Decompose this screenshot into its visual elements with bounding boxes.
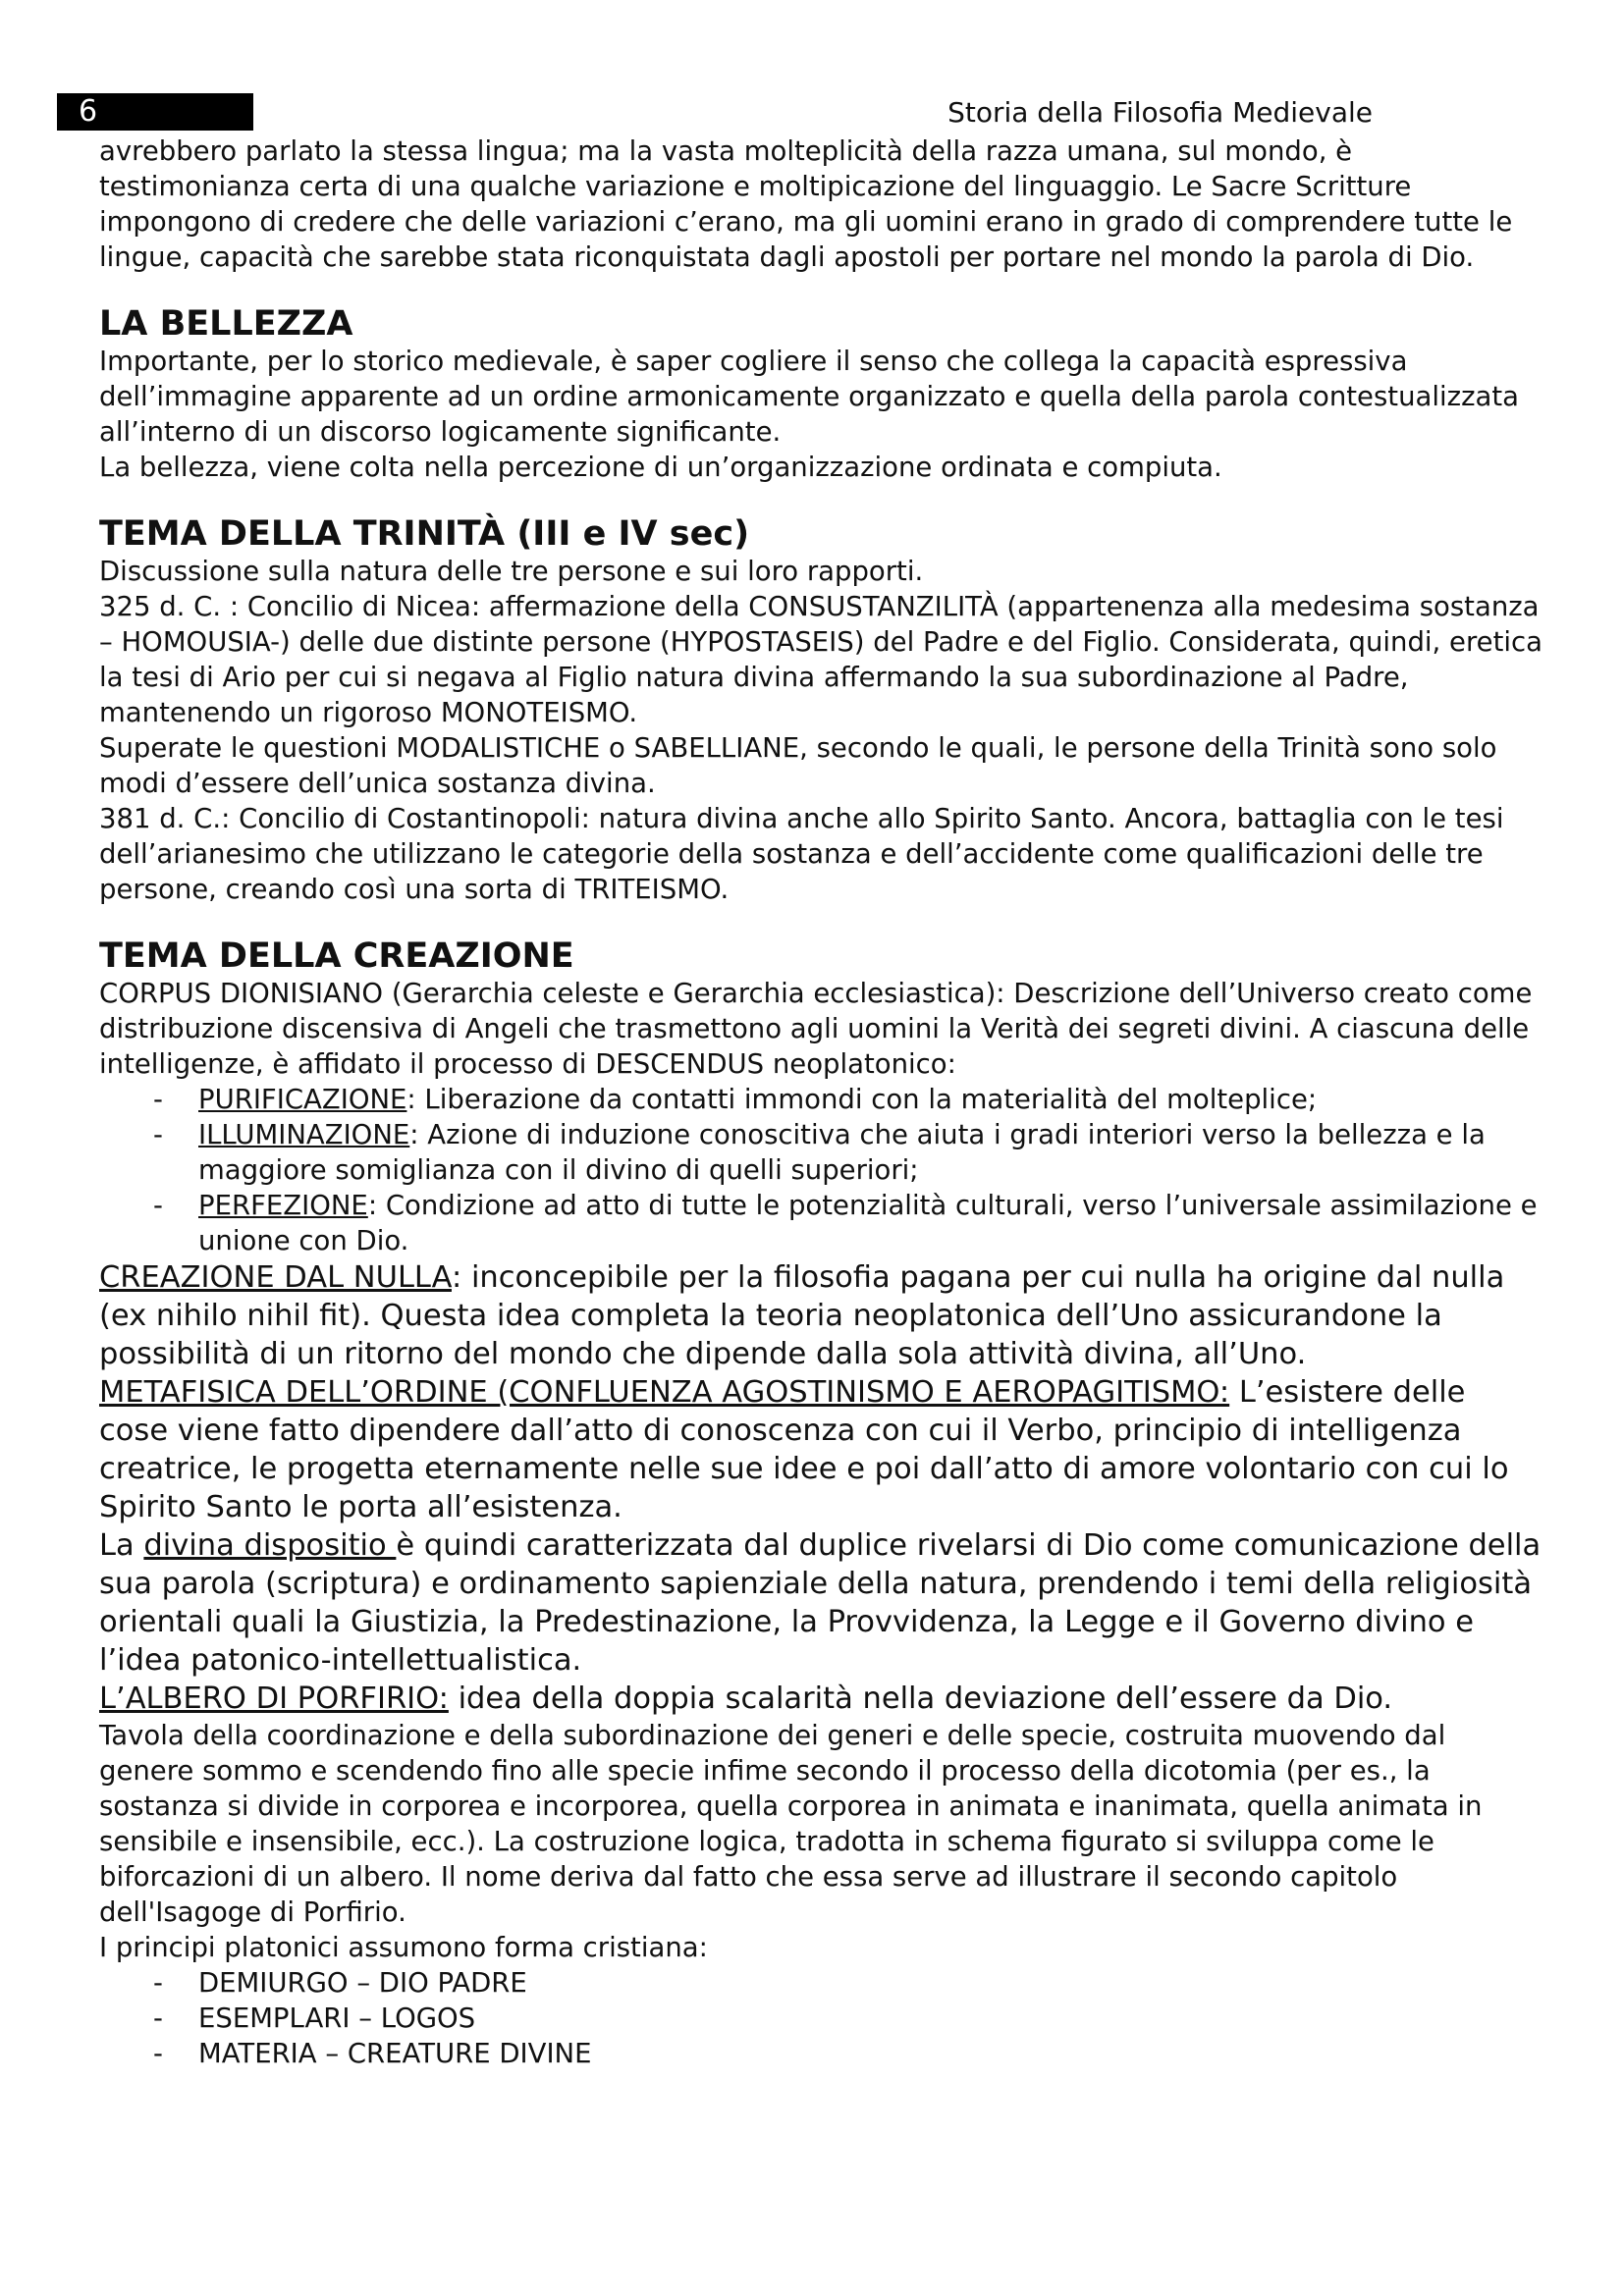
- albero-text: idea della doppia scalarità nella deviazione dell’essere da Dio.: [448, 1682, 1393, 1716]
- nulla-term: CREAZIONE DAL NULLA: [99, 1260, 452, 1295]
- list-item: - DEMIURGO – DIO PADRE: [99, 1965, 1542, 2001]
- section-bellezza: [99, 304, 1542, 485]
- section-creazione: [99, 936, 1542, 2071]
- albero-term: L’ALBERO DI PORFIRIO:: [99, 1682, 449, 1716]
- process-text: : Condizione ad atto di tutte le potenzialità culturali, verso l’universale assimilazione e unione con Dio.: [198, 1190, 1538, 1256]
- ordine-text: L’esistere delle cose viene fatto dipendere dall’atto di conoscenza con cui il Verbo, principio di intelligenza creatrice, le progetta eternamente nelle sue idee e poi dall’atto di amore volontario con cui lo Spirito Santo le porta all’esistenza.: [99, 1375, 1509, 1524]
- page-header: [57, 93, 1373, 136]
- albero-porfirio-paragraph: [99, 1680, 1542, 1718]
- ordine-term: METAFISICA DELL’ORDINE (CONFLUENZA AGOSTINISMO E AEROPAGITISMO:: [99, 1375, 1230, 1410]
- dispositio-term: divina dispositio: [143, 1528, 397, 1563]
- bellezza-paragraph-2: La bellezza, viene colta nella percezione di un’organizzazione ordinata e compiuta.: [99, 452, 1222, 483]
- process-term: PERFEZIONE: [198, 1190, 368, 1221]
- creazione-dal-nulla-paragraph: [99, 1258, 1542, 1373]
- process-text: : Liberazione da contatti immondi con la materialità del molteplice;: [406, 1084, 1318, 1115]
- albero-description-paragraph: Tavola della coordinazione e della subordinazione dei generi e delle specie, costruita muovendo dal genere sommo e scendendo fino alle specie infime secondo il processo della dicotomia (per es., la sostanza si divide in corporea e incorporea, quella corporea in animata e inanimata, quella animata in sensibile e insensibile, ecc.). La costruzione logica, tradotta in schema figurato si sviluppa come le biforcazioni di un albero. Il nome deriva dal fatto che essa serve ad illustrare il secondo capitolo dell'Isagoge di Porfirio.: [99, 1720, 1483, 1928]
- trinita-paragraph-4: 381 d. C.: Concilio di Costantinopoli: natura divina anche allo Spirito Santo. Ancora, battaglia con le tesi dell’arianesimo che utilizzano le categorie della sostanza e dell’accidente come qualificazioni delle tre persone, creando così una sorta di TRITEISMO.: [99, 803, 1504, 905]
- bellezza-paragraph-1: Importante, per lo storico medievale, è saper cogliere il senso che collega la capacità espressiva dell’immagine apparente ad un ordine armonicamente organizzato e quella della parola contestualizzata all’interno di un discorso logicamente significante.: [99, 346, 1520, 448]
- intro-paragraph: avrebbero parlato la stessa lingua; ma la vasta molteplicità della razza umana, sul mondo, è testimonianza certa di una qualche variazione e moltipicazione del linguaggio. Le Sacre Scritture impongono di credere che delle variazioni c’erano, ma gli uomini erano in grado di comprendere tutte le lingue, capacità che sarebbe stata riconquistata dagli apostoli per portare nel mondo la parola di Dio.: [99, 135, 1513, 273]
- principi-intro: I principi platonici assumono forma cristiana:: [99, 1932, 708, 1963]
- list-item: - ESEMPLARI – LOGOS: [99, 2001, 1542, 2036]
- metafisica-ordine-paragraph: [99, 1373, 1542, 1526]
- process-text: : Azione di induzione conoscitiva che aiuta i gradi interiori verso la bellezza e la maggiore somiglianza con il divino di quelli superiori;: [198, 1119, 1486, 1186]
- list-item: [99, 1117, 1542, 1188]
- heading-creazione: TEMA DELLA CREAZIONE: [99, 936, 574, 976]
- heading-trinita: TEMA DELLA TRINITÀ (III e IV sec): [99, 514, 750, 554]
- page-content: [99, 133, 1542, 2071]
- divina-dispositio-paragraph: [99, 1526, 1542, 1680]
- list-item: - MATERIA – CREATURE DIVINE: [99, 2036, 1542, 2071]
- list-item: [99, 1188, 1542, 1258]
- heading-bellezza: LA BELLEZZA: [99, 304, 353, 344]
- trinita-paragraph-1: Discussione sulla natura delle tre persone e sui loro rapporti.: [99, 556, 924, 587]
- nulla-text: : inconcepibile per la filosofia pagana per cui nulla ha origine dal nulla (ex nihilo nihil fit). Questa idea completa la teoria neoplatonica dell’Uno assicurandone la possibilità di un ritorno del mondo che dipende dalla sola attività divina, all’Uno.: [99, 1260, 1505, 1371]
- running-title: Storia della Filosofia Medievale: [947, 96, 1373, 129]
- corpus-dionisiano-paragraph: CORPUS DIONISIANO (Gerarchia celeste e Gerarchia ecclesiastica): Descrizione dell’Universo creato come distribuzione discensiva di Angeli che trasmettono agli uomini la Verità dei segreti divini. A ciascuna delle intelligenze, è affidato il processo di DESCENDUS neoplatonico:: [99, 978, 1533, 1080]
- descendus-process-list: [99, 1082, 1542, 1258]
- dispositio-pre: La: [99, 1528, 144, 1563]
- page-number: 6: [57, 93, 253, 131]
- process-term: ILLUMINAZIONE: [198, 1119, 410, 1150]
- process-term: PURIFICAZIONE: [198, 1084, 407, 1115]
- trinita-paragraph-2: 325 d. C. : Concilio di Nicea: affermazione della CONSUSTANZILITÀ (appartenenza alla medesima sostanza – HOMOUSIA-) delle due distinte persone (HYPOSTASEIS) del Padre e del Figlio. Considerata, quindi, eretica la tesi di Ario per cui si negava al Figlio natura divina affermando la sua subordinazione al Padre, mantenendo un rigoroso MONOTEISMO.: [99, 591, 1542, 728]
- list-item: [99, 1082, 1542, 1117]
- section-trinita: [99, 514, 1542, 907]
- trinita-paragraph-3: Superate le questioni MODALISTICHE o SABELLIANE, secondo le quali, le persone della Trinità sono solo modi d’essere dell’unica sostanza divina.: [99, 732, 1497, 799]
- principi-list: [99, 1965, 1542, 2071]
- dispositio-text: è quindi caratterizzata dal duplice rivelarsi di Dio come comunicazione della sua parola (scriptura) e ordinamento sapienziale della natura, prendendo i temi della religiosità orientali quali la Giustizia, la Predestinazione, la Provvidenza, la Legge e il Governo divino e l’idea patonico-intellettualistica.: [99, 1528, 1542, 1678]
